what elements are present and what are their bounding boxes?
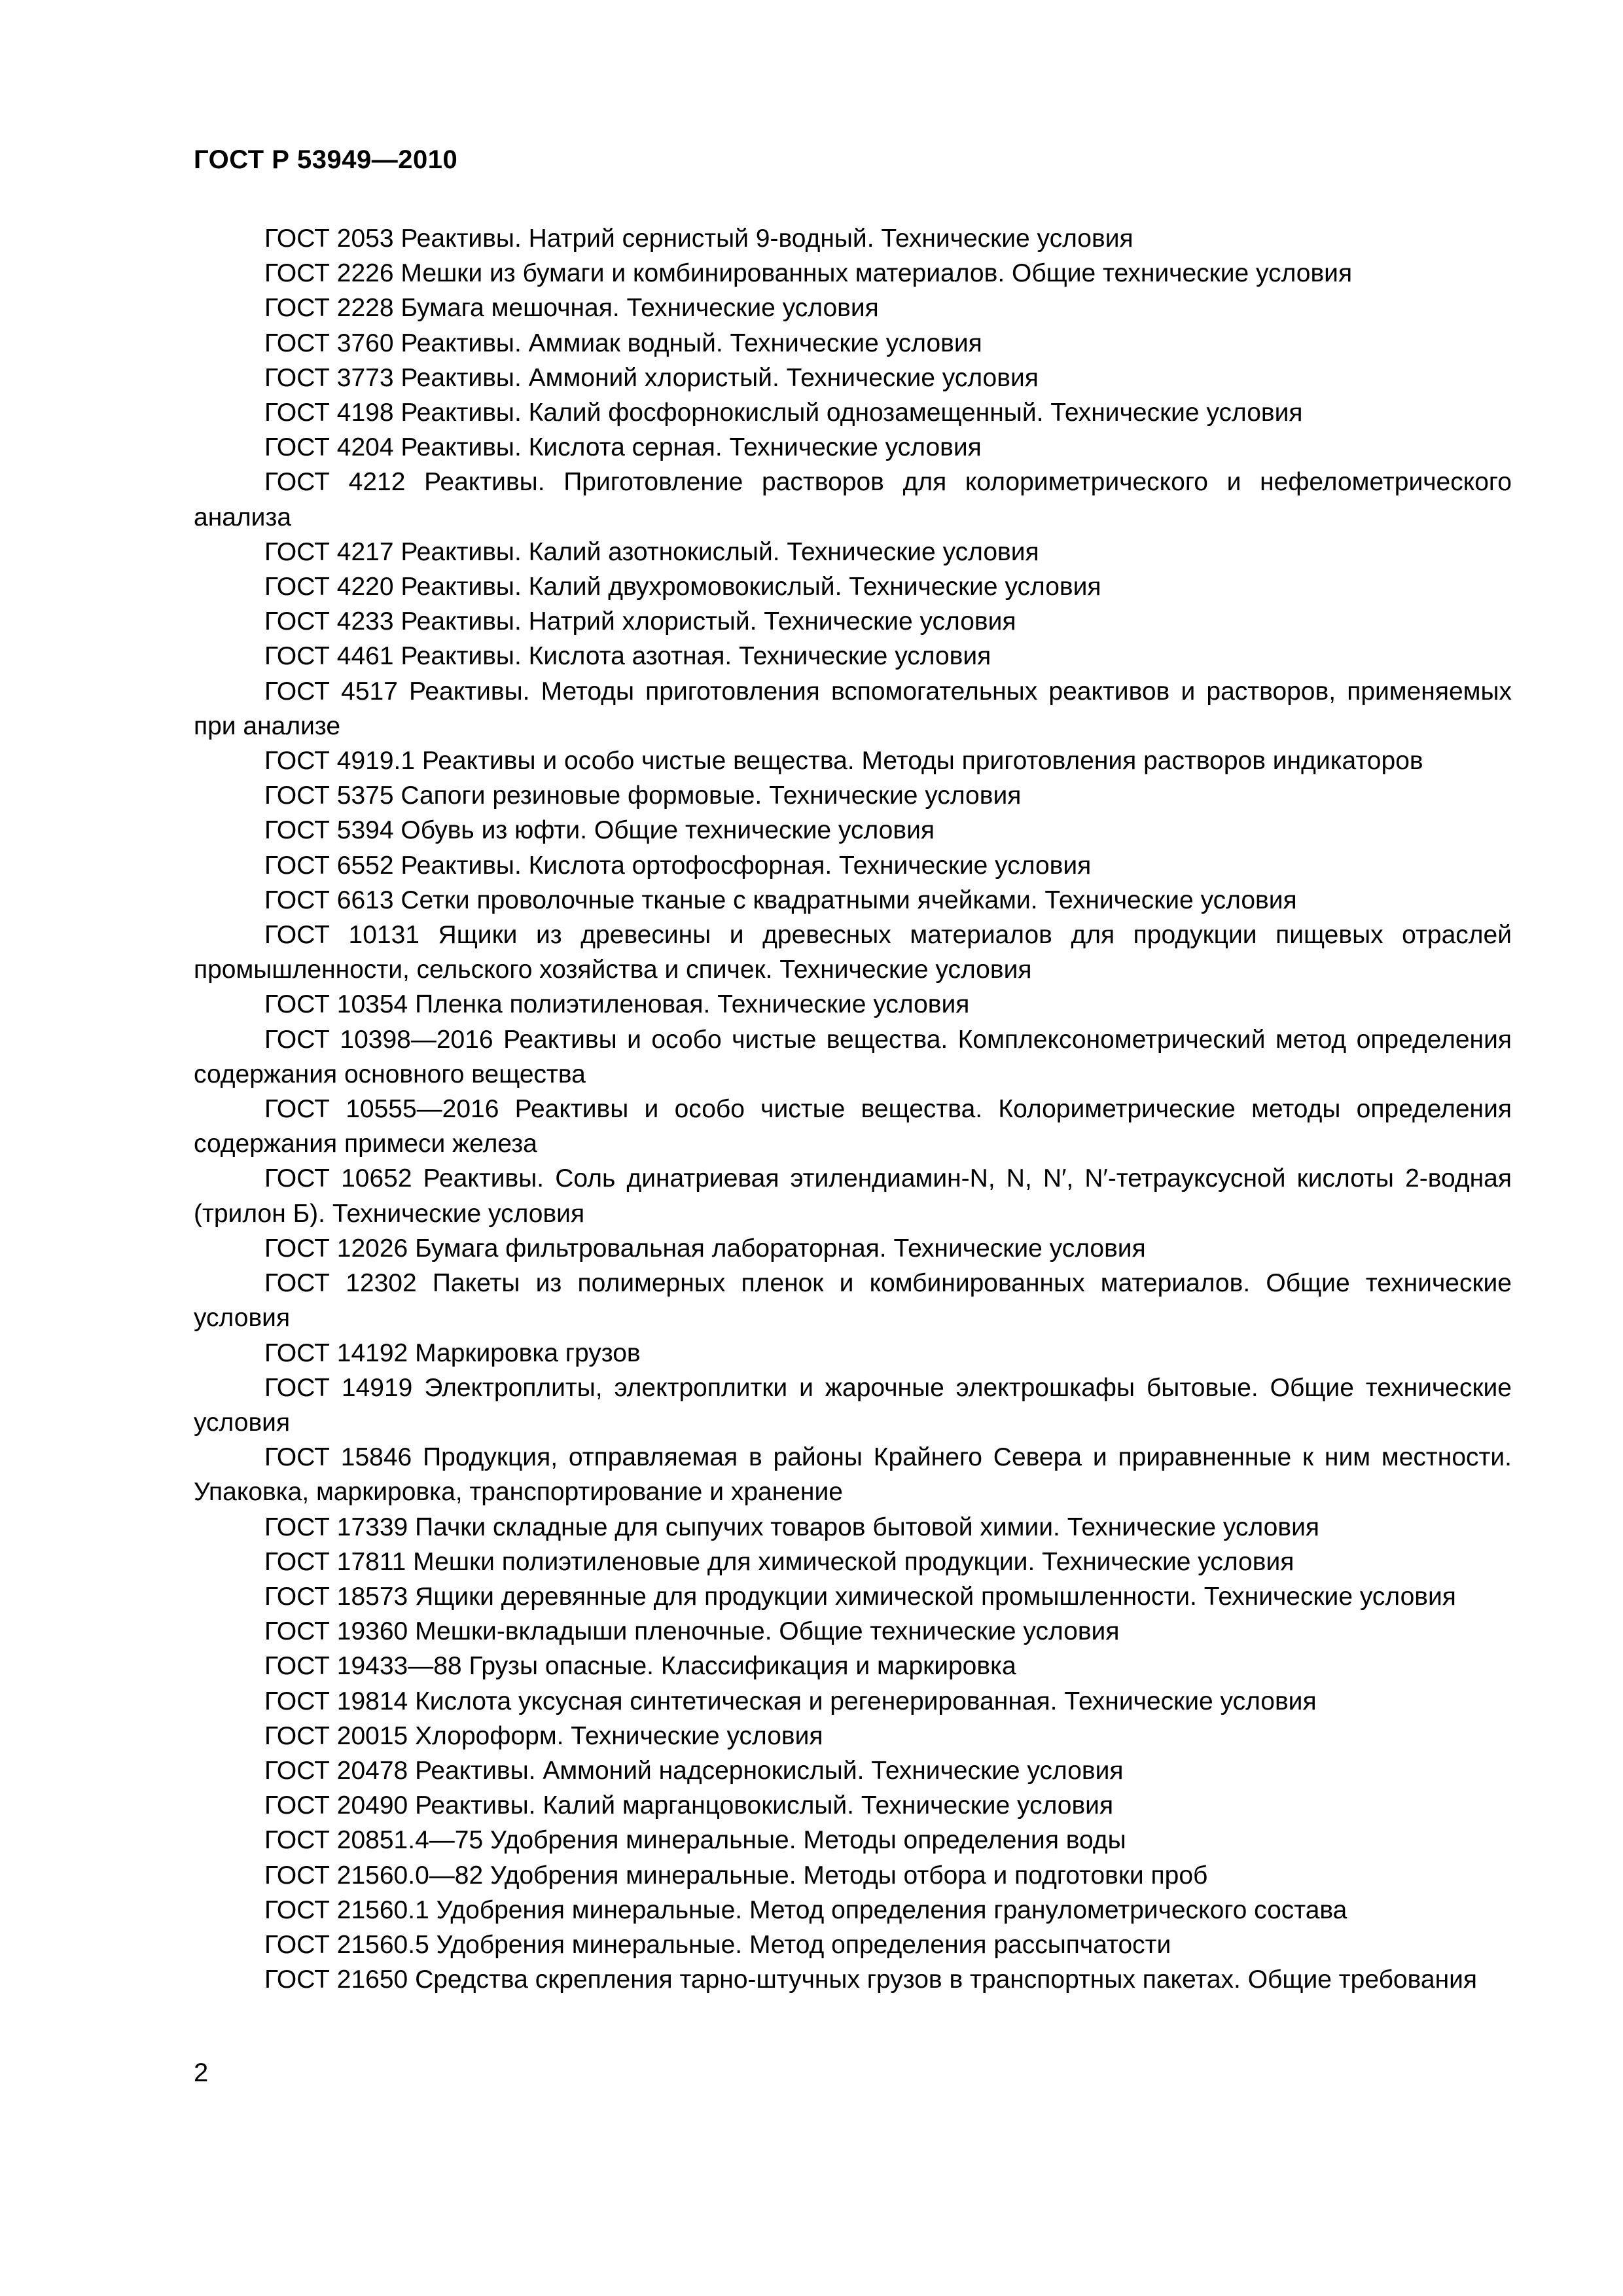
reference-item: ГОСТ 21650 Средства скрепления тарно-штучных грузов в транспортных пакетах. Общие требования <box>264 1965 1478 1994</box>
reference-item: ГОСТ 10131 Ящики из древесины и древесных материалов для продукции пищевых отраслей промышленности, сельского хозяйства и спичек. Технические условия <box>194 921 1512 984</box>
reference-item: ГОСТ 20015 Хлороформ. Технические условия <box>264 1721 823 1750</box>
reference-item: ГОСТ 12302 Пакеты из полимерных пленок и комбинированных материалов. Общие технические условия <box>194 1269 1512 1333</box>
reference-item: ГОСТ 4233 Реактивы. Натрий хлористый. Технические условия <box>264 607 1016 636</box>
reference-item: ГОСТ 4919.1 Реактивы и особо чистые вещества. Методы приготовления растворов индикаторов <box>264 747 1423 776</box>
reference-item: ГОСТ 3760 Реактивы. Аммиак водный. Технические условия <box>264 329 982 357</box>
reference-item: ГОСТ 4204 Реактивы. Кислота серная. Технические условия <box>264 433 982 462</box>
reference-item: ГОСТ 10354 Пленка полиэтиленовая. Технические условия <box>264 990 970 1019</box>
reference-item: ГОСТ 4212 Реактивы. Приготовление растворов для колориметрического и нефелометрического анализа <box>194 468 1512 531</box>
reference-item: ГОСТ 19433—88 Грузы опасные. Классификация и маркировка <box>264 1652 1016 1681</box>
reference-item: ГОСТ 2053 Реактивы. Натрий сернистый 9-водный. Технические условия <box>264 224 1133 253</box>
reference-item: ГОСТ 4517 Реактивы. Методы приготовления вспомогательных реактивов и растворов, применяемых при анализе <box>194 677 1512 740</box>
reference-item: ГОСТ 20851.4—75 Удобрения минеральные. Методы определения воды <box>264 1826 1126 1855</box>
reference-item: ГОСТ 4198 Реактивы. Калий фосфорнокислый однозамещенный. Технические условия <box>264 399 1303 427</box>
reference-item: ГОСТ 17339 Пачки складные для сыпучих товаров бытовой химии. Технические условия <box>264 1513 1319 1541</box>
reference-item: ГОСТ 10398—2016 Реактивы и особо чистые вещества. Комплексонометрический метод определения содержания основного вещества <box>194 1025 1512 1088</box>
reference-item: ГОСТ 5375 Сапоги резиновые формовые. Технические условия <box>264 781 1022 810</box>
reference-item: ГОСТ 6613 Сетки проволочные тканые с квадратными ячейками. Технические условия <box>264 886 1297 914</box>
reference-item: ГОСТ 4461 Реактивы. Кислота азотная. Технические условия <box>264 642 991 671</box>
reference-item: ГОСТ 5394 Обувь из юфти. Общие технические условия <box>264 816 935 845</box>
reference-item: ГОСТ 21560.0—82 Удобрения минеральные. Методы отбора и подготовки проб <box>264 1861 1208 1890</box>
reference-item: ГОСТ 21560.1 Удобрения минеральные. Метод определения гранулометрического состава <box>264 1895 1347 1924</box>
normative-references-list <box>194 221 1512 1997</box>
reference-item: ГОСТ 19814 Кислота уксусная синтетическая и регенерированная. Технические условия <box>264 1687 1317 1715</box>
page-number: 2 <box>194 2058 209 2087</box>
reference-item: ГОСТ 18573 Ящики деревянные для продукции химической промышленности. Технические условия <box>264 1582 1456 1611</box>
reference-item: ГОСТ 4217 Реактивы. Калий азотнокислый. Технические условия <box>264 537 1039 566</box>
reference-item: ГОСТ 19360 Мешки-вкладыши пленочные. Общие технические условия <box>264 1617 1120 1646</box>
reference-item: ГОСТ 14192 Маркировка грузов <box>264 1338 641 1367</box>
reference-item: ГОСТ 21560.5 Удобрения минеральные. Метод определения рассыпчатости <box>264 1930 1171 1959</box>
document-header-code: ГОСТ Р 53949—2010 <box>194 145 458 174</box>
reference-item: ГОСТ 15846 Продукция, отправляемая в районы Крайнего Севера и приравненные к ним местности. Упаковка, маркировка, транспортирование и хранение <box>194 1443 1512 1507</box>
reference-item: ГОСТ 3773 Реактивы. Аммоний хлористый. Технические условия <box>264 363 1039 392</box>
reference-item: ГОСТ 6552 Реактивы. Кислота ортофосфорная. Технические условия <box>264 851 1092 880</box>
reference-item: ГОСТ 20490 Реактивы. Калий марганцовокислый. Технические условия <box>264 1791 1114 1820</box>
reference-item: ГОСТ 14919 Электроплиты, электроплитки и жарочные электрошкафы бытовые. Общие технические условия <box>194 1373 1512 1437</box>
reference-item: ГОСТ 17811 Мешки полиэтиленовые для химической продукции. Технические условия <box>264 1547 1294 1576</box>
reference-item: ГОСТ 10652 Реактивы. Соль динатриевая этилендиамин-N, N, N′, N′-тетрауксусной кислоты 2-водная (трилон Б). Технические условия <box>194 1164 1512 1228</box>
reference-item: ГОСТ 2228 Бумага мешочная. Технические условия <box>264 294 879 323</box>
reference-item: ГОСТ 10555—2016 Реактивы и особо чистые вещества. Колориметрические методы определения содержания примеси железа <box>194 1095 1512 1158</box>
reference-item: ГОСТ 20478 Реактивы. Аммоний надсернокислый. Технические условия <box>264 1756 1124 1785</box>
reference-item: ГОСТ 2226 Мешки из бумаги и комбинированных материалов. Общие технические условия <box>264 259 1353 288</box>
reference-item: ГОСТ 12026 Бумага фильтровальная лабораторная. Технические условия <box>264 1234 1146 1263</box>
reference-item: ГОСТ 4220 Реактивы. Калий двухромовокислый. Технические условия <box>264 573 1101 601</box>
